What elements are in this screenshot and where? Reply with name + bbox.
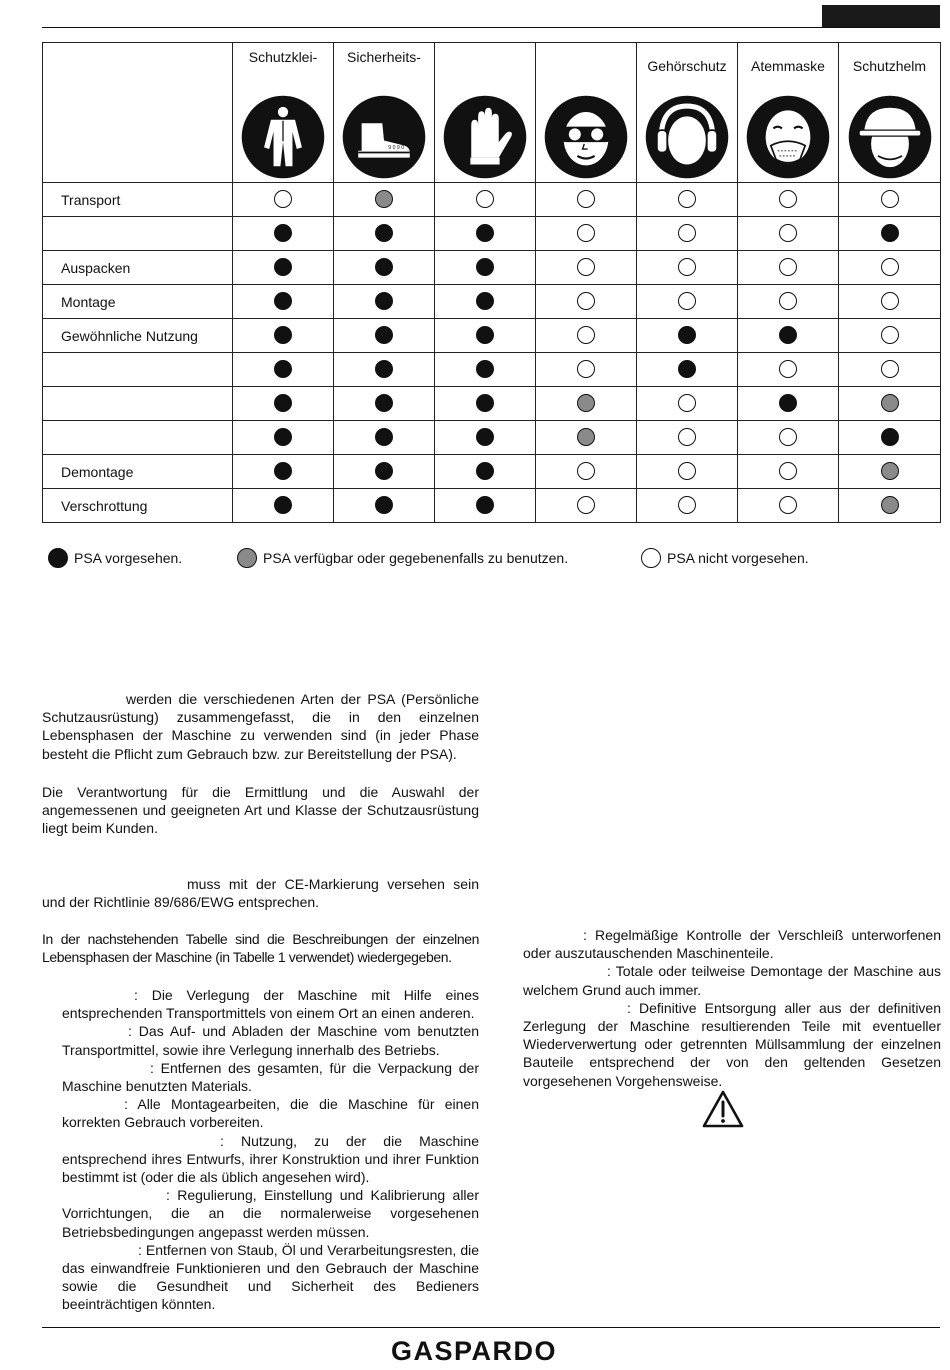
safety-goggles-icon [543,94,629,180]
ppe-status-cell [435,455,536,489]
optional-dot-icon [881,394,899,412]
required-dot-icon [274,428,292,446]
not-required-dot-icon [779,496,797,514]
table-row [43,353,941,387]
footer-rule [42,1327,940,1328]
ppe-status-cell [233,251,334,285]
ppe-status-cell [839,251,941,285]
not-required-dot-icon [577,326,595,344]
ppe-status-cell [839,489,941,523]
required-dot-icon [476,360,494,378]
optional-dot-icon [881,496,899,514]
required-dot-icon [476,258,494,276]
required-dot-icon [375,224,393,242]
table-intro-text: In der nachstehenden Tabelle sind die Beschreibungen der einzelnen Lebensphasen der Maschine (in Tabelle 1 verwendet) wiedergegeben. [42,931,479,966]
ce-marking-paragraph [42,875,479,911]
not-required-dot-icon [881,292,899,310]
table-row [43,183,941,217]
not-required-dot-icon [678,292,696,310]
required-dot-icon [476,394,494,412]
not-required-dot-icon [274,190,292,208]
safety-shoe-icon [341,94,427,180]
ppe-status-cell [738,455,839,489]
not-required-dot-icon [779,292,797,310]
required-dot-icon [375,394,393,412]
ppe-column-label: Atemmaske [751,58,825,74]
ppe-status-cell [233,387,334,421]
required-dot-icon [48,548,68,568]
required-dot-icon [476,292,494,310]
not-required-dot-icon [881,360,899,378]
phase-description-list [42,986,479,1314]
required-dot-icon [274,360,292,378]
intro-text: werden die verschiedenen Arten der PSA (Persönliche Schutzausrüstung) zusammengefasst, die in den einzelnen Lebensphasen der Maschine zu verwenden sind (in jeder Phase besteht die Pflicht zum Gebrauch bzw. zur Bereitstellung der PSA). [42,691,479,762]
required-dot-icon [274,292,292,310]
not-required-dot-icon [577,462,595,480]
required-dot-icon [375,496,393,514]
legend-not-required [641,548,809,568]
phase-label [43,421,233,455]
phase-desc-disassembly: : Totale oder teilweise Demontage der Maschine aus welchem Grund auch immer. [523,963,941,998]
ppe-status-cell [637,489,738,523]
ppe-status-cell [738,421,839,455]
svg-text:9 0 9 0: 9 0 9 0 [388,145,405,152]
legend-optional-label: PSA verfügbar oder gegebenenfalls zu benutzen. [263,550,569,566]
ppe-status-cell [233,353,334,387]
ppe-table [42,42,941,523]
not-required-dot-icon [881,190,899,208]
ppe-status-cell [334,421,435,455]
ppe-status-cell [536,285,637,319]
not-required-dot-icon [678,224,696,242]
not-required-dot-icon [678,258,696,276]
table-row [43,251,941,285]
table-row [43,421,941,455]
legend-required [48,548,182,568]
not-required-dot-icon [577,496,595,514]
ppe-status-cell [435,489,536,523]
ppe-column-label: Schutzhelm [852,58,927,74]
ppe-table-body [43,183,941,523]
phase-label [43,217,233,251]
ppe-column-header [738,43,839,183]
phase-label [43,353,233,387]
ppe-status-cell [334,251,435,285]
optional-dot-icon [881,462,899,480]
required-dot-icon [274,462,292,480]
not-required-dot-icon [577,224,595,242]
required-dot-icon [476,462,494,480]
phase-label: Montage [43,285,233,319]
required-dot-icon [375,292,393,310]
legend-optional [237,548,568,568]
ppe-column-label: Schutzklei- [248,49,318,65]
not-required-dot-icon [678,496,696,514]
ppe-status-cell [536,455,637,489]
ppe-status-cell [839,353,941,387]
ppe-status-cell [435,183,536,217]
ppe-status-cell [738,217,839,251]
not-required-dot-icon [779,462,797,480]
not-required-dot-icon [476,190,494,208]
required-dot-icon [779,394,797,412]
required-dot-icon [274,326,292,344]
ppe-status-cell [435,285,536,319]
table-row [43,455,941,489]
ppe-status-cell [637,251,738,285]
ppe-status-cell [637,285,738,319]
ppe-status-cell [233,217,334,251]
ppe-column-label: Sicherheits- [347,49,421,65]
ppe-status-cell [738,251,839,285]
not-required-dot-icon [678,394,696,412]
ppe-column-label: Gehörschutz [647,58,727,74]
required-dot-icon [881,224,899,242]
table-row [43,489,941,523]
header-rule [42,27,940,28]
ppe-status-cell [738,489,839,523]
ppe-status-cell [334,489,435,523]
required-dot-icon [375,462,393,480]
ppe-column-header [839,43,941,183]
not-required-dot-icon [678,428,696,446]
ppe-status-cell [233,319,334,353]
ppe-status-cell [233,285,334,319]
ppe-status-cell [334,217,435,251]
phase-desc-adjustment: : Regulierung, Einstellung und Kalibrierung aller Vorrichtungen, die an die normalerweise vorgesehenen Betriebsbedingungen angepasst werden müssen. [62,1187,479,1240]
phase-desc-cleaning: : Entfernen von Staub, Öl und Verarbeitungsresten, die das einwandfreie Funktionieren und den Gebrauch der Maschine sowie die Gesundheit und Sicherheit des Bedieners beeinträchtigen könnten. [62,1241,479,1313]
ppe-status-cell [839,421,941,455]
phase-desc-transport: : Die Verlegung der Maschine mit Hilfe eines entsprechenden Transportmittels von einem Ort an einen anderen. [62,987,479,1022]
ppe-status-cell [738,353,839,387]
not-required-dot-icon [779,428,797,446]
protective-clothing-icon [240,94,326,180]
ppe-status-cell [637,387,738,421]
ppe-status-cell [536,387,637,421]
table-row [43,387,941,421]
ppe-status-cell [637,455,738,489]
ppe-status-cell [738,285,839,319]
respirator-mask-icon [745,94,831,180]
ppe-column-header [334,43,435,183]
table-row [43,319,941,353]
ppe-status-cell [738,387,839,421]
ppe-status-cell [839,285,941,319]
phase-label: Gewöhnliche Nutzung [43,319,233,353]
ppe-column-header [233,43,334,183]
phase-desc-handling: : Das Auf- und Abladen der Maschine vom benutzten Transportmittel, sowie ihre Verlegung innerhalb des Betriebs. [62,1023,479,1058]
ppe-status-cell [435,319,536,353]
ppe-status-cell [839,183,941,217]
ppe-status-cell [435,387,536,421]
ppe-status-cell [334,387,435,421]
not-required-dot-icon [641,548,661,568]
legend-not-required-label: PSA nicht vorgesehen. [667,550,809,566]
ppe-status-cell [637,319,738,353]
ppe-status-cell [839,387,941,421]
ppe-header-row [43,43,941,183]
required-dot-icon [375,428,393,446]
required-dot-icon [881,428,899,446]
ppe-status-cell [334,319,435,353]
ppe-status-cell [637,217,738,251]
protective-glove-icon [442,94,528,180]
ppe-status-cell [738,319,839,353]
not-required-dot-icon [779,224,797,242]
required-dot-icon [678,360,696,378]
required-dot-icon [375,326,393,344]
ppe-column-header [637,43,738,183]
not-required-dot-icon [577,258,595,276]
optional-dot-icon [577,428,595,446]
ppe-status-cell [839,319,941,353]
required-dot-icon [274,496,292,514]
ppe-status-cell [334,285,435,319]
not-required-dot-icon [678,190,696,208]
required-dot-icon [375,360,393,378]
right-phase-description-list [523,926,941,1090]
phase-desc-maintenance: : Regelmäßige Kontrolle der Verschleiß unterworfenen oder auszutauschenden Maschinenteile. [523,927,941,962]
required-dot-icon [476,326,494,344]
not-required-dot-icon [678,462,696,480]
required-dot-icon [476,496,494,514]
optional-dot-icon [237,548,257,568]
ppe-status-cell [435,353,536,387]
phase-desc-assembly: : Alle Montagearbeiten, die die Maschine für einen korrekten Gebrauch vorbereiten. [62,1096,479,1131]
responsibility-text: Die Verantwortung für die Ermittlung und die Auswahl der angemessenen und geeigneten Art und Klasse der Schutzausrüstung liegt beim Kunden. [42,784,479,837]
required-dot-icon [274,394,292,412]
ppe-status-cell [536,319,637,353]
ppe-status-cell [536,353,637,387]
table-intro-paragraph [42,930,479,966]
ppe-status-cell [536,217,637,251]
warning-triangle-icon [702,1090,744,1128]
legend-required-label: PSA vorgesehen. [74,550,183,566]
not-required-dot-icon [577,190,595,208]
phase-label: Verschrottung [43,489,233,523]
ppe-column-header [435,43,536,183]
ppe-status-cell [435,421,536,455]
ppe-status-cell [839,455,941,489]
optional-dot-icon [577,394,595,412]
ppe-status-cell [334,183,435,217]
ppe-status-cell [334,455,435,489]
required-dot-icon [476,224,494,242]
header-tab-block [822,5,940,27]
ppe-status-cell [536,251,637,285]
ppe-status-cell [637,183,738,217]
safety-helmet-icon [847,94,933,180]
phase-label: Demontage [43,455,233,489]
ppe-status-cell [536,489,637,523]
ppe-status-cell [637,421,738,455]
not-required-dot-icon [779,360,797,378]
required-dot-icon [274,224,292,242]
ear-protection-icon [644,94,730,180]
ppe-status-cell [839,217,941,251]
table-row [43,285,941,319]
required-dot-icon [274,258,292,276]
not-required-dot-icon [881,258,899,276]
not-required-dot-icon [881,326,899,344]
ppe-status-cell [637,353,738,387]
ppe-status-cell [536,421,637,455]
required-dot-icon [678,326,696,344]
not-required-dot-icon [577,360,595,378]
phase-label: Transport [43,183,233,217]
ppe-status-cell [233,421,334,455]
ppe-status-cell [435,251,536,285]
brand-logo-text: GASPARDO [390,1336,558,1366]
optional-dot-icon [375,190,393,208]
required-dot-icon [779,326,797,344]
ppe-status-cell [536,183,637,217]
phase-label [43,387,233,421]
table-row [43,217,941,251]
ppe-status-cell [233,183,334,217]
intro-paragraph [42,690,479,763]
ppe-status-cell [233,455,334,489]
phase-desc-normal-use: : Nutzung, zu der die Maschine entsprechend ihres Entwurfs, ihrer Konstruktion und ihrer Funktion bestimmt ist (oder die als üblich angesehen wird). [62,1132,479,1186]
required-dot-icon [476,428,494,446]
ppe-status-cell [334,353,435,387]
not-required-dot-icon [779,258,797,276]
not-required-dot-icon [779,190,797,208]
phase-desc-scrapping: : Definitive Entsorgung aller aus der definitiven Zerlegung der Maschine resultierenden Teile mit eventueller Wiederverwertung oder getrennten Müllsammlung der einzelnen Bauteile entsprechend der von den geltenden Gesetzen vorgesehenen Vorgehensweise. [523,999,941,1089]
ppe-status-cell [738,183,839,217]
required-dot-icon [375,258,393,276]
ce-marking-text: muss mit der CE-Markierung versehen sein und der Richtlinie 89/686/EWG entsprechen. [42,876,479,911]
phase-header-cell [43,43,233,183]
ppe-status-cell [435,217,536,251]
not-required-dot-icon [577,292,595,310]
responsibility-paragraph [42,783,479,838]
gaspardo-logo [390,1336,558,1366]
ppe-column-header [536,43,637,183]
ppe-status-cell [233,489,334,523]
phase-desc-unpacking: : Entfernen des gesamten, für die Verpackung der Maschine benutzten Materials. [62,1059,479,1095]
phase-label: Auspacken [43,251,233,285]
